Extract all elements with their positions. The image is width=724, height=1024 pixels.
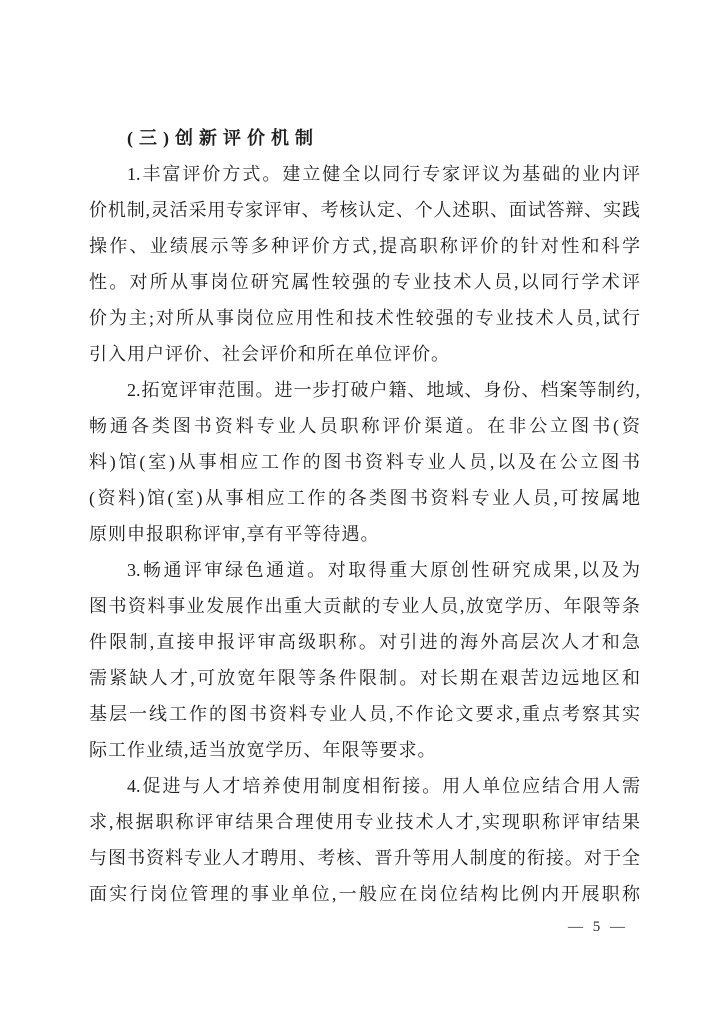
paragraph-3-line: 际工作业绩,适当放宽学历、年限等要求。	[89, 740, 437, 760]
paragraph-1-line: 操作、业绩展示等多种评价方式,提高职称评价的针对性和科学	[89, 236, 640, 256]
paragraph-2-line: 原则申报职称评审,享有平等待遇。	[89, 524, 380, 544]
paragraph-2-line: 料)馆(室)从事相应工作的图书资料专业人员,以及在公立图书	[89, 452, 640, 472]
paragraph-2-line: 2.拓宽评审范围。进一步打破户籍、地域、身份、档案等制约,	[127, 380, 640, 400]
paragraph-3-line: 图书资料事业发展作出重大贡献的专业人员,放宽学历、年限等条	[89, 596, 640, 616]
paragraph-2-line: (资料)馆(室)从事相应工作的各类图书资料专业人员,可按属地	[89, 488, 640, 508]
paragraph-3-line: 需紧缺人才,可放宽年限等条件限制。对长期在艰苦边远地区和	[89, 668, 640, 688]
section-heading: (三)创新评价机制	[127, 128, 319, 148]
paragraph-1-line: 1.丰富评价方式。建立健全以同行专家评议为基础的业内评	[127, 164, 640, 184]
paragraph-1-line: 性。对所从事岗位研究属性较强的专业技术人员,以同行学术评	[89, 272, 640, 292]
paragraph-4-line: 面实行岗位管理的事业单位,一般应在岗位结构比例内开展职称	[89, 884, 640, 904]
paragraph-4-line: 求,根据职称评审结果合理使用专业技术人才,实现职称评审结果	[89, 812, 640, 832]
paragraph-4-line: 与图书资料专业人才聘用、考核、晋升等用人制度的衔接。对于全	[89, 848, 640, 868]
paragraph-3-line: 基层一线工作的图书资料专业人员,不作论文要求,重点考察其实	[89, 704, 640, 724]
paragraph-1-line: 引入用户评价、社会评价和所在单位评价。	[89, 344, 450, 364]
page-number: — 5 —	[568, 919, 628, 935]
paragraph-1-line: 价机制,灵活采用专家评审、考核认定、个人述职、面试答辩、实践	[89, 200, 640, 220]
paragraph-4-line: 4.促进与人才培养使用制度相衔接。用人单位应结合用人需	[127, 776, 640, 796]
paragraph-3-line: 3.畅通评审绿色通道。对取得重大原创性研究成果,以及为	[127, 560, 640, 580]
document-body	[89, 120, 640, 912]
paragraph-3-line: 件限制,直接申报评审高级职称。对引进的海外高层次人才和急	[89, 632, 640, 652]
paragraph-2-line: 畅通各类图书资料专业人员职称评价渠道。在非公立图书(资	[89, 416, 640, 436]
paragraph-1-line: 价为主;对所从事岗位应用性和技术性较强的专业技术人员,试行	[89, 308, 640, 328]
